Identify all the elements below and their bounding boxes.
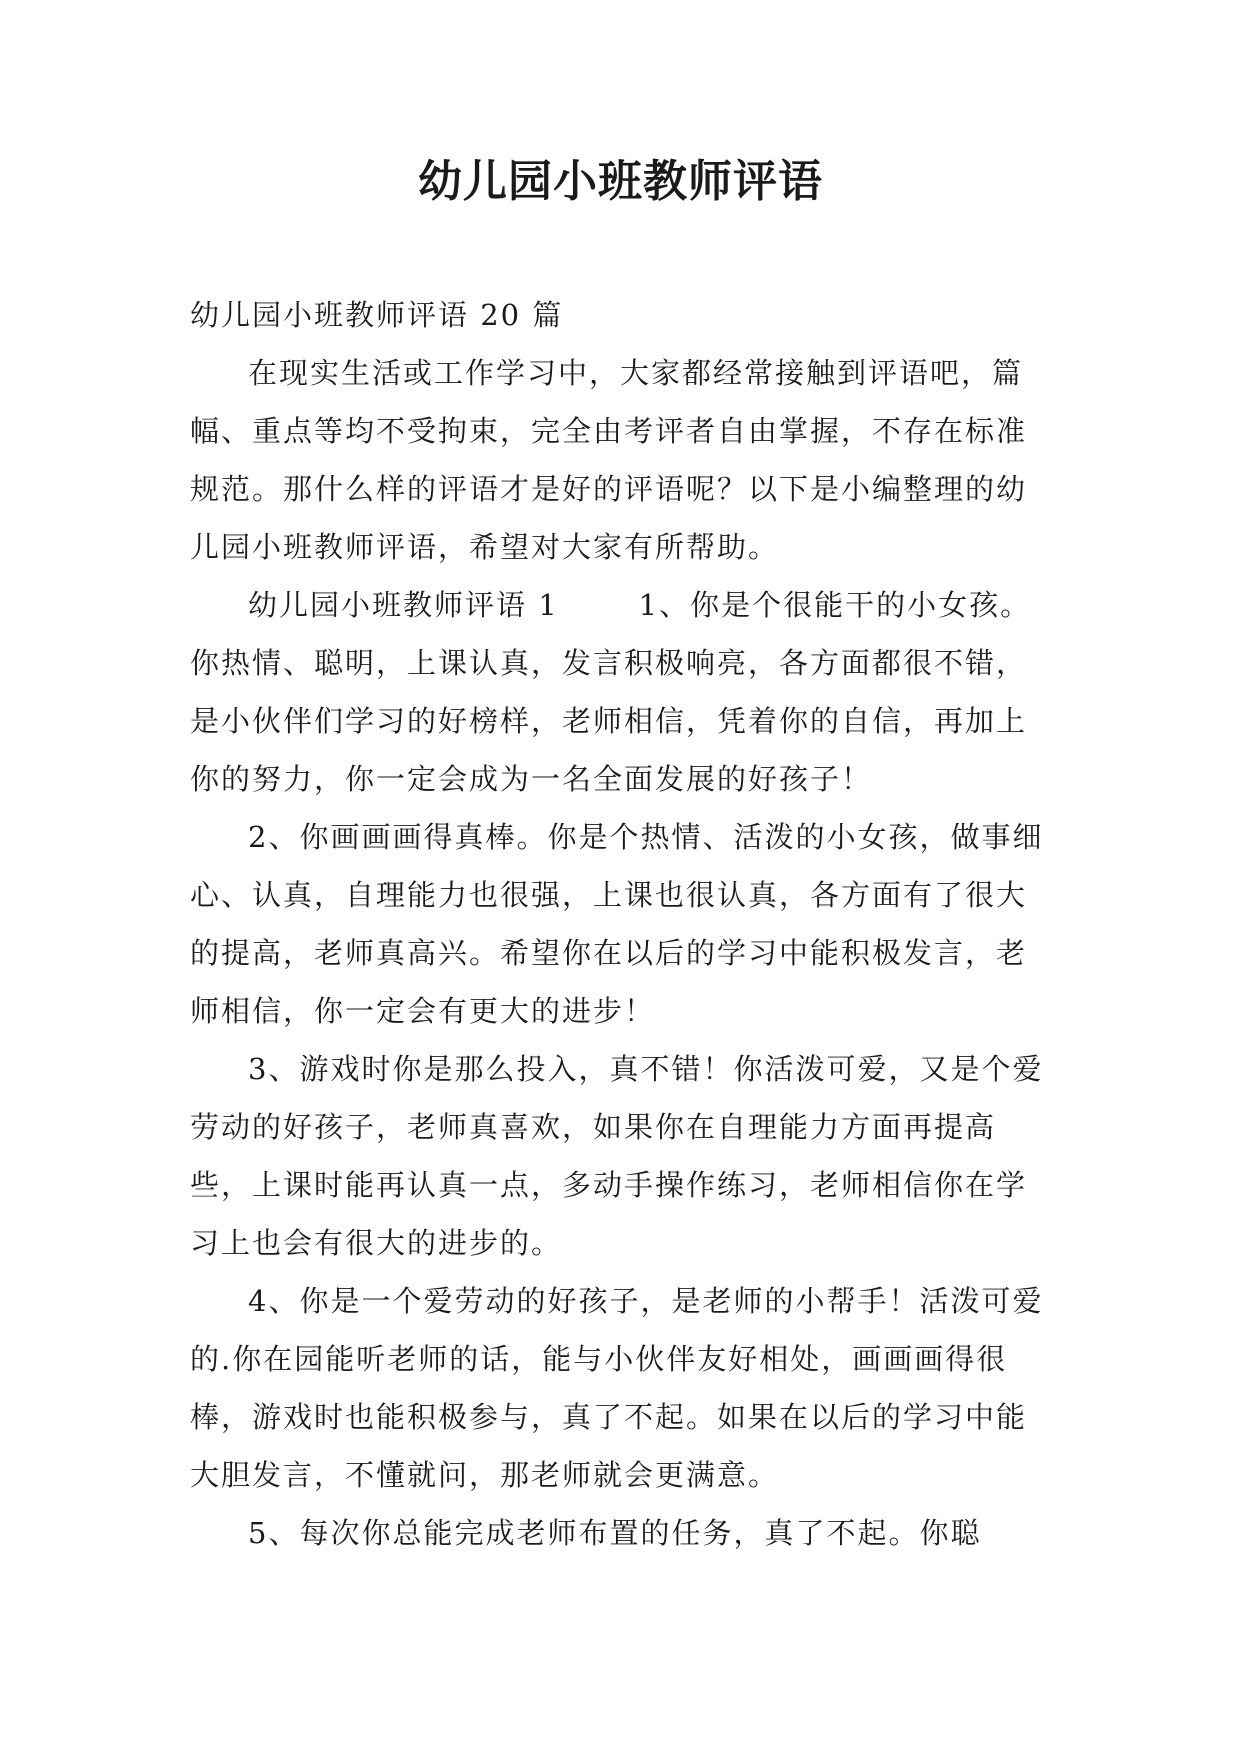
document-body — [190, 286, 1050, 1562]
intro-paragraph: 在现实生活或工作学习中，大家都经常接触到评语吧，篇幅、重点等均不受拘束，完全由考评者自由掌握，不存在标准规范。那什么样的评语才是好的评语呢？以下是小编整理的幼儿园小班教师评语，希望对大家有所帮助。 — [190, 356, 1028, 564]
comment-item-5: 5、每次你总能完成老师布置的任务，真了不起。你聪 — [248, 1516, 982, 1550]
comment-item-2: 2、你画画画得真棒。你是个热情、活泼的小女孩，做事细心、认真，自理能力也很强，上课也很认真，各方面有了很大的提高，老师真高兴。希望你在以后的学习中能积极发言，老师相信，你一定会有更大的进步！ — [190, 820, 1044, 1028]
document-subtitle: 幼儿园小班教师评语 20 篇 — [190, 298, 564, 332]
comment-item-4: 4、你是一个爱劳动的好孩子，是老师的小帮手！活泼可爱的.你在园能听老师的话，能与小伙伴友好相处，画画画得很棒，游戏时也能积极参与，真了不起。如果在以后的学习中能大胆发言，不懂就问，那老师就会更满意。 — [190, 1284, 1044, 1492]
document-title: 幼儿园小班教师评语 — [418, 156, 823, 207]
section-paragraph — [190, 576, 1050, 808]
comment-item-1: 1、你是个很能干的小女孩。你热情、聪明，上课认真，发言积极响亮，各方面都很不错，是小伙伴们学习的好榜样，老师相信，凭着你的自信，再加上你的努力，你一定会成为一名全面发展的好孩子！ — [190, 588, 1032, 796]
comment-item-3: 3、游戏时你是那么投入，真不错！你活泼可爱，又是个爱劳动的好孩子，老师真喜欢，如果你在自理能力方面再提高些，上课时能再认真一点，多动手操作练习，老师相信你在学习上也会有很大的进步的。 — [190, 1052, 1044, 1260]
section-heading: 幼儿园小班教师评语 1 — [248, 588, 559, 622]
